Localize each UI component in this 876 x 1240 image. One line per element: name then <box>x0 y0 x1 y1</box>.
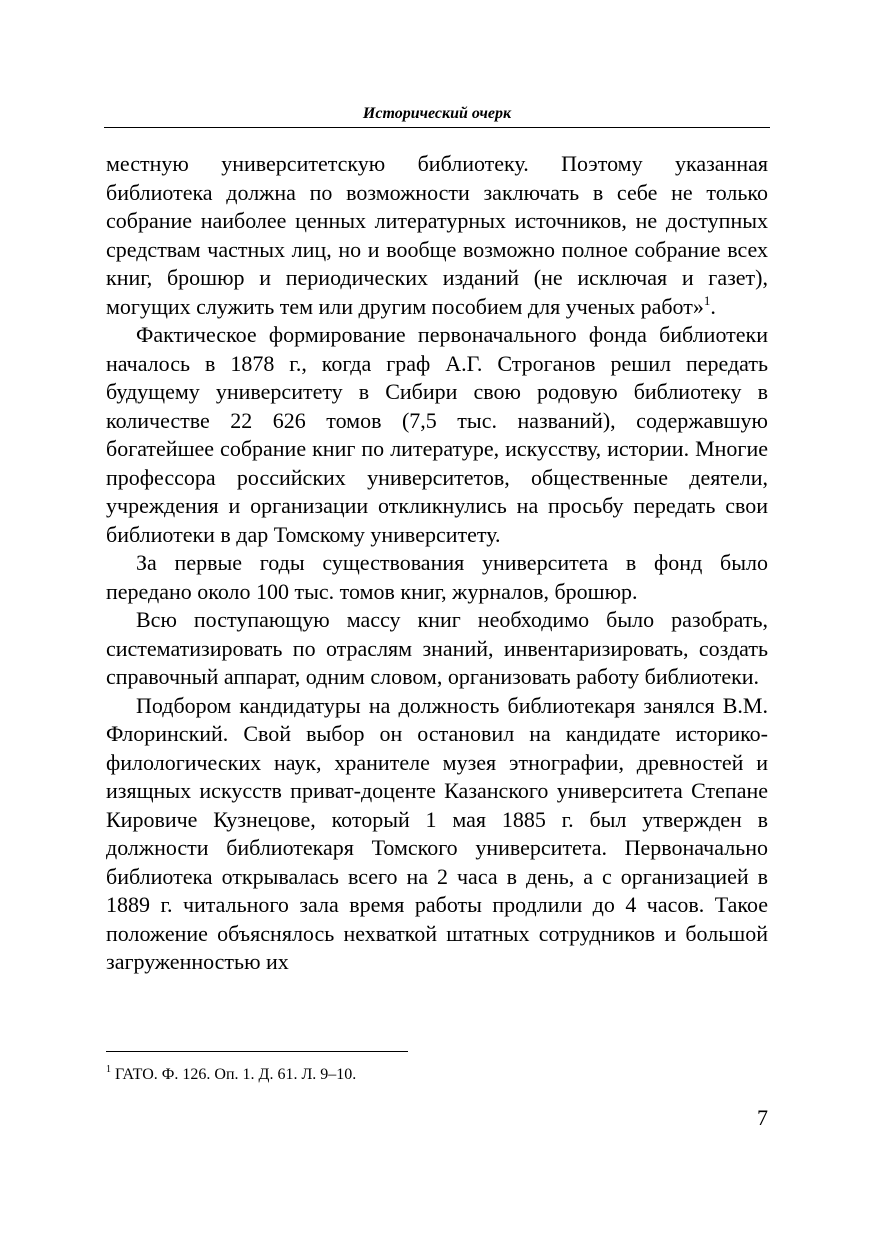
paragraph-3: За первые годы существования университета в фонд было передано около 100 тыс. томов книг, журналов, брошюр. <box>106 550 768 604</box>
footnote <box>106 1064 766 1086</box>
body-text <box>106 150 768 977</box>
paragraph-1 <box>106 150 768 321</box>
paragraph-1-end: . <box>710 293 716 319</box>
paragraph-1-text: местную университетскую библиотеку. Поэтому указанная библиотека должна по возможности заключать в себе не только собрание наиболее ценных литературных источников, не доступных средствам частных лиц, но и вообще возможно полное собрание всех книг, брошюр и периодических изданий (не исключая и газет), могущих служить тем или другим пособием для ученых работ» <box>106 151 768 319</box>
footnote-text: ГАТО. Ф. 126. Оп. 1. Д. 61. Л. 9–10. <box>115 1066 357 1083</box>
paragraph-5: Подбором кандидатуры на должность библиотекаря занялся В.М. Флоринский. Свой выбор он остановил на кандидате историко-филологических наук, хранителе музея этнографии, древностей и изящных искусств приват-доценте Казанского университета Степане Кировиче Кузнецове, который 1 мая 1885 г. был утвержден в должности библиотекаря Томского университета. Первоначально библиотека открывалась всего на 2 часа в день, а с организацией в 1889 г. читального зала время работы продлили до 4 часов. Такое положение объяснялось нехваткой штатных сотрудников и большой загруженностью их <box>106 692 768 974</box>
paragraph-4: Всю поступающую массу книг необходимо было разобрать, систематизировать по отраслям знаний, инвентаризировать, создать справочный аппарат, одним словом, организовать работу библиотеки. <box>106 607 768 689</box>
running-header: Исторический очерк <box>362 105 512 122</box>
footnote-reference[interactable]: 1 <box>703 292 711 308</box>
paragraph-2: Фактическое формирование первоначального фонда библиотеки началось в 1878 г., когда граф А.Г. Строганов решил передать будущему университету в Сибири свою родовую библиотеку в количестве 22 626 томов (7,5 тыс. названий), содержавшую богатейшее собрание книг по литературе, искусству, истории. Многие профессора российских университетов, общественные деятели, учреждения и организации откликнулись на просьбу передать свои библиотеки в дар Томскому университету. <box>106 322 768 547</box>
footnote-marker: 1 <box>106 1064 111 1075</box>
footnote-rule <box>106 1051 408 1052</box>
page-number: 7 <box>757 1105 768 1130</box>
header-rule <box>104 127 770 128</box>
